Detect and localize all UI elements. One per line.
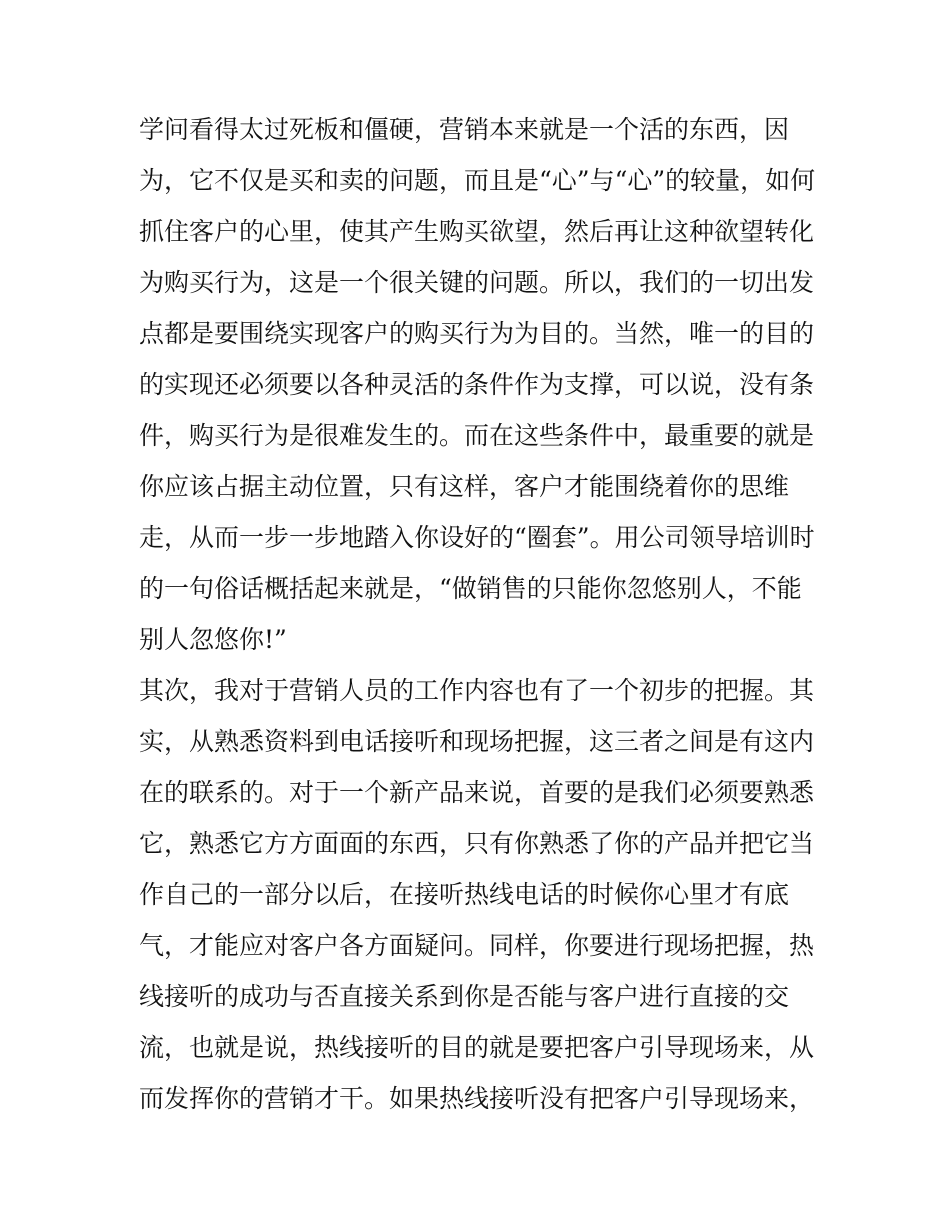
text-line-15: 它，熟悉它方方面面的东西，只有你熟悉了你的产品并把它当: [139, 829, 815, 858]
text-line-10: 的一句俗话概括起来就是，“做销售的只能你忽悠别人，不能: [139, 574, 802, 603]
text-line-20: 而发挥你的营销才干。如果热线接听没有把客户引导现场来，: [139, 1084, 815, 1113]
text-line-8: 你应该占据主动位置，只有这样，客户才能围绕着你的思维: [139, 472, 790, 501]
text-line-5: 点都是要围绕实现客户的购买行为为目的。当然，唯一的目的: [139, 319, 815, 348]
body-text: [139, 104, 819, 1124]
text-line-14: 在的联系的。对于一个新产品来说，首要的是我们必须要熟悉: [139, 778, 815, 807]
text-line-18: 线接听的成功与否直接关系到你是否能与客户进行直接的交: [139, 982, 790, 1011]
text-line-12: 其次，我对于营销人员的工作内容也有了一个初步的把握。其: [139, 676, 815, 705]
text-line-11: 别人忽悠你!”: [139, 625, 287, 654]
text-line-2: 为，它不仅是买和卖的问题，而且是“心”与“心”的较量，如何: [139, 166, 816, 195]
text-line-17: 气，才能应对客户各方面疑问。同样，你要进行现场把握，热: [139, 931, 815, 960]
text-line-16: 作自己的一部分以后，在接听热线电话的时候你心里才有底: [139, 880, 790, 909]
text-line-6: 的实现还必须要以各种灵活的条件作为支撑，可以说，没有条: [139, 370, 815, 399]
text-line-9: 走，从而一步一步地踏入你设好的“圈套”。用公司领导培训时: [139, 523, 815, 552]
text-line-3: 抓住客户的心里，使其产生购买欲望，然后再让这种欲望转化: [139, 217, 815, 246]
text-line-4: 为购买行为，这是一个很关键的问题。所以，我们的一切出发: [139, 268, 815, 297]
text-line-19: 流，也就是说，热线接听的目的就是要把客户引导现场来，从: [139, 1033, 815, 1062]
text-line-7: 件，购买行为是很难发生的。而在这些条件中，最重要的就是: [139, 421, 815, 450]
text-line-13: 实，从熟悉资料到电话接听和现场把握，这三者之间是有这内: [139, 727, 815, 756]
text-line-1: 学问看得太过死板和僵硬，营销本来就是一个活的东西，因: [139, 115, 790, 144]
